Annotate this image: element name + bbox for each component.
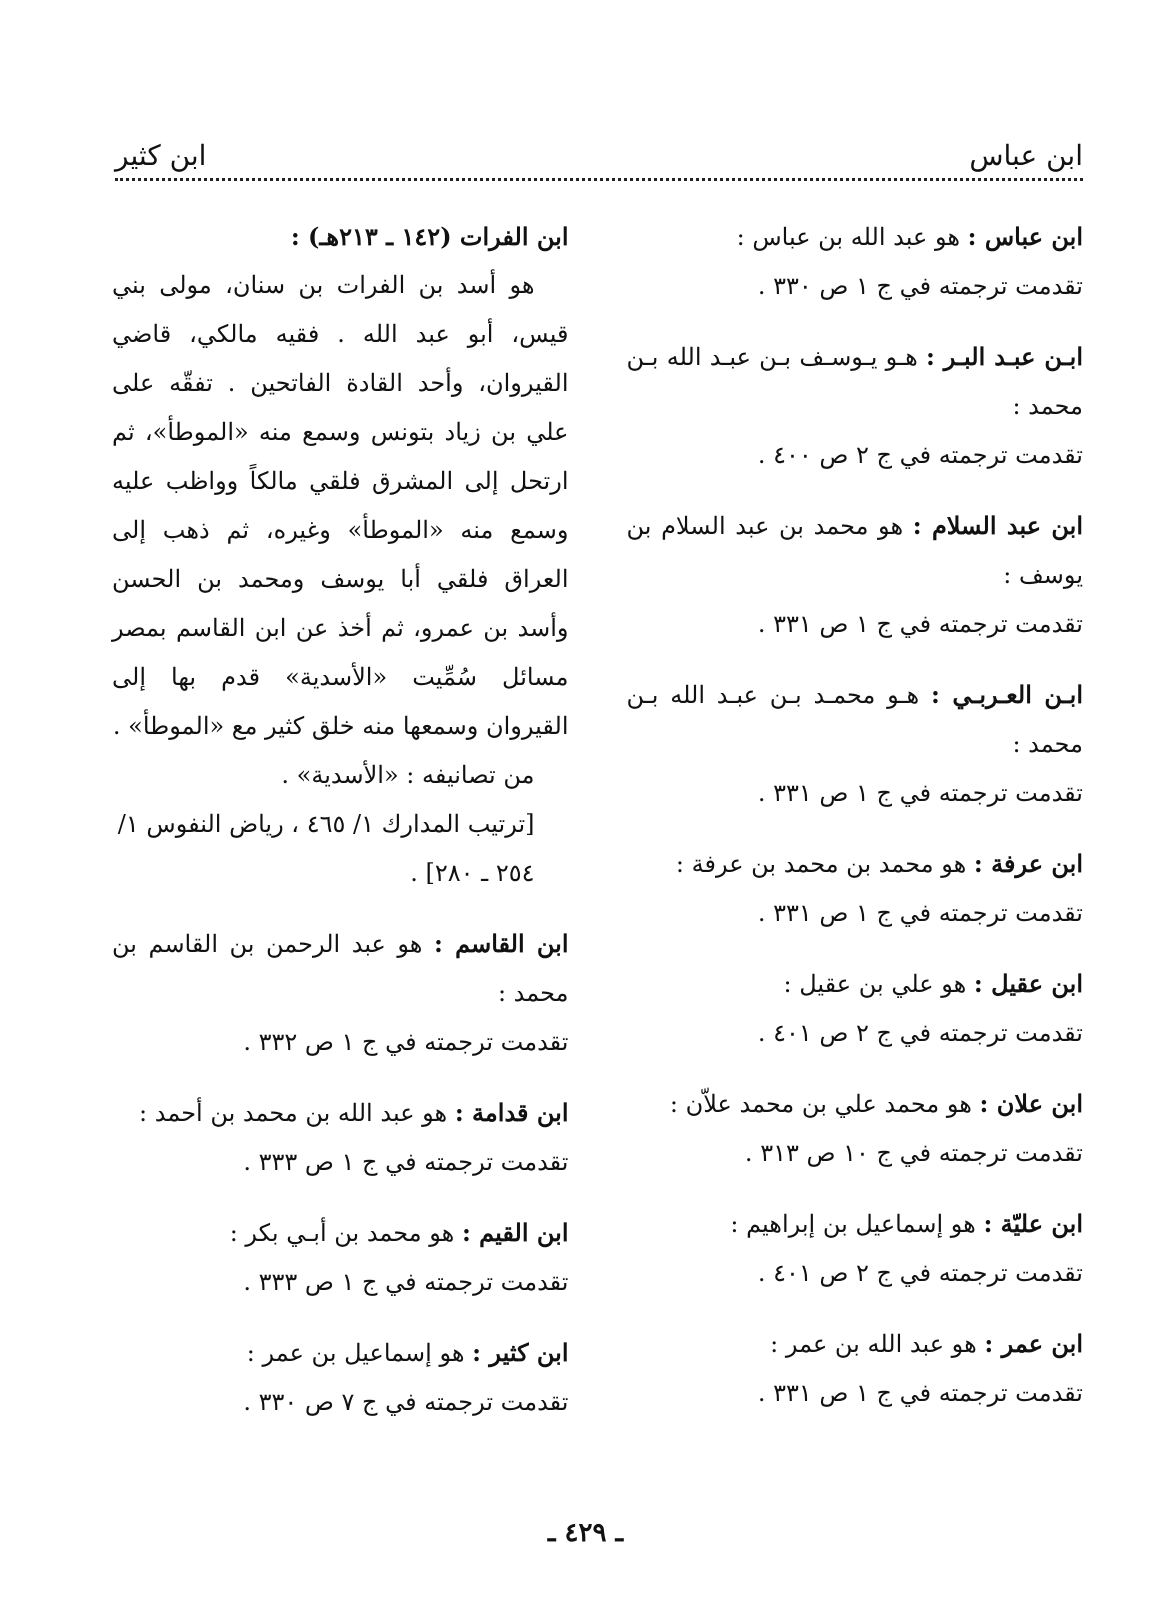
entry-ref: تقدمت ترجمته في ج ١ ص ٣٣٢ . xyxy=(243,1028,569,1056)
entry-ref: تقدمت ترجمته في ج ١ ص ٣٣٠ . xyxy=(757,272,1083,300)
entry-desc: هو محمد علي بن محمد علاّن : xyxy=(669,1090,972,1118)
entry-term: ابن قدامة : xyxy=(454,1098,569,1127)
entry-desc: هـو يـوسـف بـن عبـد الله بـن محمد : xyxy=(626,343,1083,420)
entry xyxy=(627,332,1084,480)
entry-term: ابن عبد السلام : xyxy=(912,511,1083,540)
entry-term: ابن كثير : xyxy=(472,1338,569,1367)
entry-desc: هو علي بن عقيل : xyxy=(783,970,967,998)
biography-sources: [ترتيب المدارك ١/ ٤٦٥ ، رياض النفوس ١/ ٢٥٤ ـ ٢٨٠] . xyxy=(117,810,535,887)
entry-desc: هو محمد بن أبـي بكر : xyxy=(229,1219,455,1247)
entry xyxy=(112,1328,569,1427)
entry-ref: تقدمت ترجمته في ج ٧ ص ٣٣٠ . xyxy=(243,1388,569,1416)
biography-title: ابن الفرات (١٤٢ ـ ٢١٣هـ) : xyxy=(290,222,569,251)
entry-desc: هو عبد الله بن محمد بن أحمد : xyxy=(139,1099,448,1127)
entry-ref: تقدمت ترجمته في ج ١ ص ٣٣١ . xyxy=(757,610,1083,638)
entry xyxy=(627,1079,1084,1178)
biography-text: هو أسد بن الفرات بن سنان، مولى بني قيس، أبو عبد الله . فقيه مالكي، قاضي القيروان، وأحد القادة الفاتحين . تفقّه على علي بن زياد بتونس وسمع منه «الموطأ»، ثم ارتحل إلى المشرق فلقي مالكاً وواظب عليه وسمع منه «الموطأ» وغيره، ثم ذهب إلى العراق فلقي أبا يوسف ومحمد بن الحسن وأسد بن عمرو، ثم أخذ عن ابن القاسم بمصر مسائل سُمِّيت «الأسدية» قدم بها إلى القيروان وسمعها منه خلق كثير مع «الموطأ» . xyxy=(112,271,569,740)
entry-desc: هو إسماعيل بن إبراهيم : xyxy=(730,1210,976,1238)
entry-ref: تقدمت ترجمته في ج ١ ص ٣٣٣ . xyxy=(243,1148,569,1176)
entry-ref: تقدمت ترجمته في ج ١ ص ٣٣١ . xyxy=(757,779,1083,807)
entry-ref: تقدمت ترجمته في ج ٢ ص ٤٠٠ . xyxy=(757,441,1083,469)
entry xyxy=(627,212,1084,311)
entry-ref: تقدمت ترجمته في ج ٢ ص ٤٠١ . xyxy=(757,1259,1083,1287)
right-column xyxy=(627,212,1084,1448)
entry-desc: هـو محمـد بـن عبـد الله بـن محمد : xyxy=(626,681,1083,758)
entry-term: ابن علان : xyxy=(979,1089,1083,1118)
entry-term: ابن عرفة : xyxy=(973,849,1083,878)
columns xyxy=(112,212,1083,1448)
entry xyxy=(627,839,1084,938)
entry xyxy=(627,959,1084,1058)
entry xyxy=(627,670,1084,818)
entry-term: ابن القاسم : xyxy=(434,929,569,958)
entry xyxy=(112,919,569,1067)
entry-term: ابن عباس : xyxy=(967,222,1083,251)
entry-term: ابن عليّة : xyxy=(983,1209,1083,1238)
biography-entry xyxy=(112,212,569,898)
entry-desc: هو إسماعيل بن عمر : xyxy=(246,1339,465,1367)
entry xyxy=(112,1208,569,1307)
page-number: ـ ٤٢٩ ـ xyxy=(547,1518,624,1548)
left-column xyxy=(112,212,569,1448)
entry xyxy=(627,1319,1084,1418)
entry-term: ابـن العـربـي : xyxy=(930,680,1083,709)
header-left-title: ابن كثير xyxy=(115,139,207,172)
running-header xyxy=(115,112,1083,181)
entry xyxy=(627,1199,1084,1298)
entry-term: ابن عقيل : xyxy=(973,969,1083,998)
entry-term: ابـن عبـد البـر : xyxy=(925,342,1084,371)
entry xyxy=(627,501,1084,649)
entry-term: ابن عمر : xyxy=(984,1329,1083,1358)
biography-works: من تصانيفه : «الأسدية» . xyxy=(281,761,535,789)
entry-desc: هو عبد الله بن عباس : xyxy=(736,223,960,251)
entry-ref: تقدمت ترجمته في ج ١ ص ٣٣١ . xyxy=(757,899,1083,927)
header-right-title: ابن عباس xyxy=(969,139,1083,172)
entry-desc: هو عبد الله بن عمر : xyxy=(770,1330,977,1358)
entry-desc: هو عبد الرحمن بن القاسم بن محمد : xyxy=(112,930,569,1007)
entry-ref: تقدمت ترجمته في ج ١٠ ص ٣١٣ . xyxy=(744,1139,1083,1167)
entry-desc: هو محمد بن عبد السلام بن يوسف : xyxy=(626,512,1083,589)
entry-ref: تقدمت ترجمته في ج ١ ص ٣٣١ . xyxy=(757,1379,1083,1407)
entry xyxy=(112,1088,569,1187)
entry-desc: هو محمد بن محمد بن عرفة : xyxy=(675,850,967,878)
entry-ref: تقدمت ترجمته في ج ١ ص ٣٣٣ . xyxy=(243,1268,569,1296)
entry-ref: تقدمت ترجمته في ج ٢ ص ٤٠١ . xyxy=(757,1019,1083,1047)
entry-term: ابن القيم : xyxy=(461,1218,569,1247)
